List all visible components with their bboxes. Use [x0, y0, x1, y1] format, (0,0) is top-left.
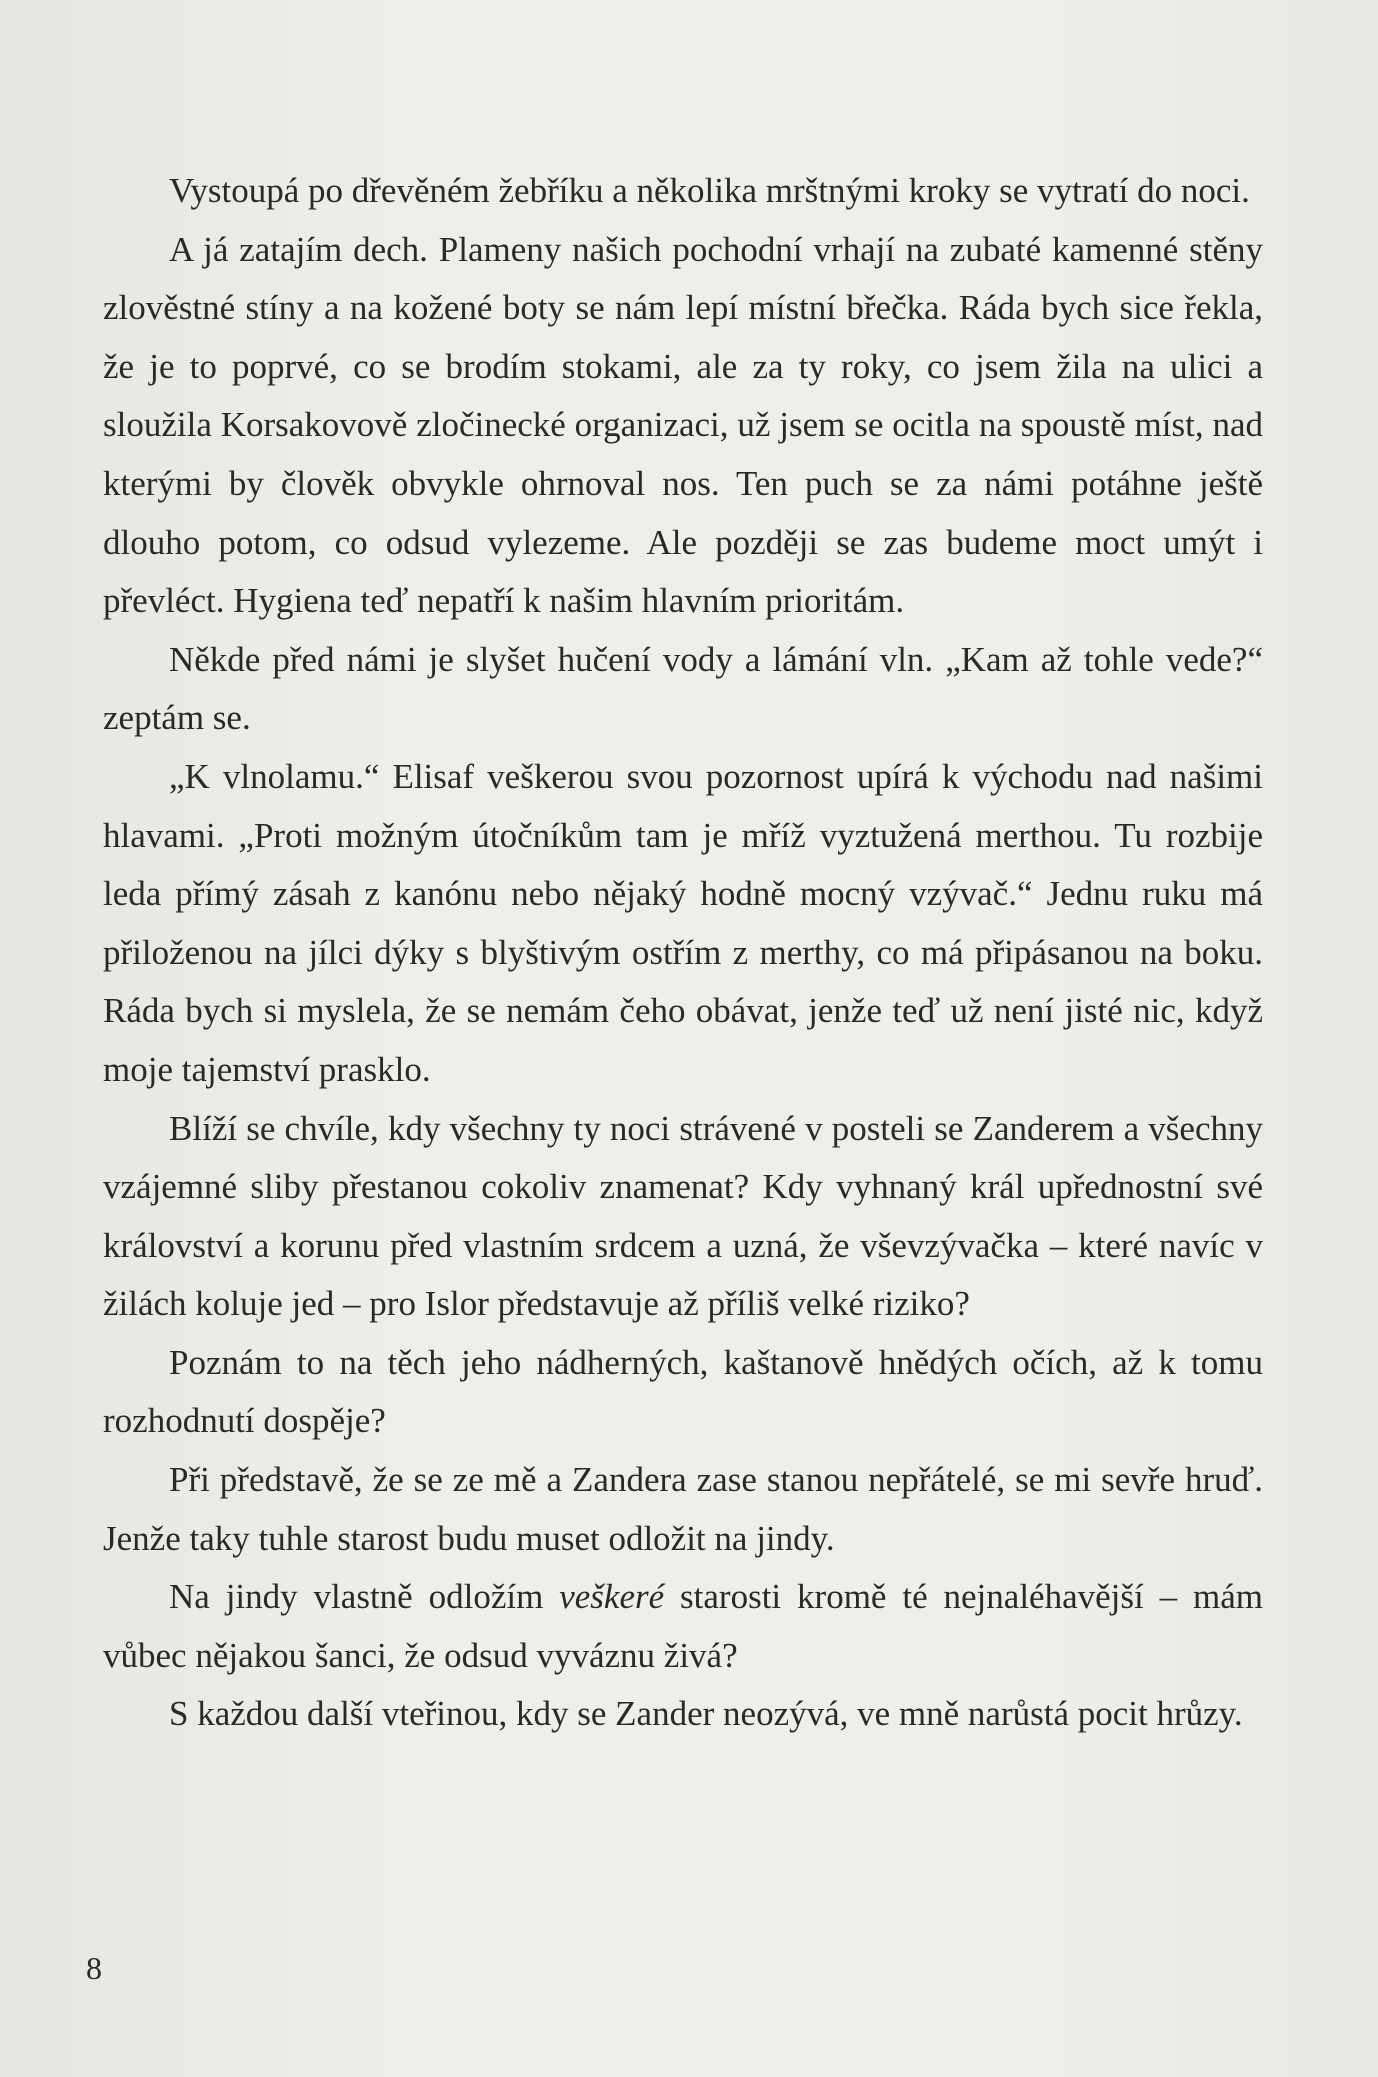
- page-number: 8: [86, 1950, 102, 1986]
- body-text: [103, 162, 1263, 1744]
- paragraph-5: Blíží se chvíle, kdy všechny ty noci strávené v posteli se Zanderem a všechny vzájemné sliby přestanou cokoliv znamenat? Kdy vyhnaný král upřednostní své království a korunu před vlastním srdcem a uzná, že vševzývačka – které navíc v žilách koluje jed – pro Islor představuje až příliš velké riziko?: [103, 1108, 1263, 1324]
- paragraph-8: [103, 1568, 1263, 1685]
- paragraph-3: Někde před námi je slyšet hučení vody a lámání vln. „Kam až tohle vede?“ zeptám se.: [103, 639, 1263, 738]
- paragraph-1: Vystoupá po dřevěném žebříku a několika mrštnými kroky se vytratí do noci.: [169, 171, 1250, 210]
- paragraph-2: A já zatajím dech. Plameny našich pochodní vrhají na zubaté kamenné stěny zlověstné stíny a na kožené boty se nám lepí místní břečka. Ráda bych sice řekla, že je to poprvé, co se brodím stokami, ale za ty roky, co jsem žila na ulici a sloužila Korsakovově zločinecké organizaci, už jsem se ocitla na spoustě míst, nad kterými by člověk obvykle ohrnoval nos. Ten puch se za námi potáhne ještě dlouho potom, co odsud vylezeme. Ale později se zas budeme moct umýt i převléct. Hygiena teď nepatří k našim hlavním prioritám.: [103, 229, 1263, 621]
- paragraph-9: S každou další vteřinou, kdy se Zander neozývá, ve mně narůstá pocit hrůzy.: [169, 1694, 1243, 1734]
- emphasized-word: veškeré: [559, 1577, 665, 1617]
- paragraph-8-before: Na jindy vlastně odložím: [169, 1577, 560, 1617]
- paragraph-6: Poznám to na těch jeho nádherných, kaštanově hnědých očích, až k tomu rozhodnutí dospěje?: [103, 1342, 1263, 1441]
- paragraph-4: „K vlnolamu.“ Elisaf veškerou svou pozornost upírá k východu nad našimi hlavami. „Proti možným útočníkům tam je mříž vyztužená merthou. Tu rozbije leda přímý zásah z kanónu nebo nějaký hodně mocný vzývač.“ Jednu ruku má přiloženou na jílci dýky s blyštivým ostřím z merthy, co má připásanou na boku. Ráda bych si myslela, že se nemám čeho obávat, jenže teď už není jisté nic, když moje tajemství prasklo.: [103, 756, 1263, 1089]
- paragraph-8-after: starosti kromě té nejnaléhavější – mám vůbec nějakou šanci, že odsud vyváznu živá?: [103, 1577, 1263, 1675]
- paragraph-7: Při představě, že se ze mě a Zandera zase stanou nepřátelé, se mi sevře hruď. Jenže taky tuhle starost budu muset odložit na jindy.: [103, 1460, 1263, 1558]
